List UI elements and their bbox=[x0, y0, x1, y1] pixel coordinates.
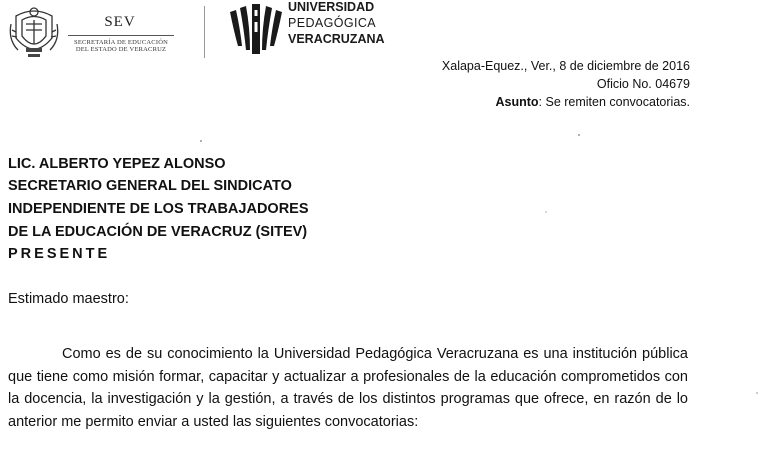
scan-speck bbox=[545, 211, 547, 213]
greeting: Estimado maestro: bbox=[8, 291, 129, 307]
subject-text: : Se remiten convocatorias. bbox=[538, 95, 690, 109]
upv-name-line1: UNIVERSIDAD bbox=[288, 0, 375, 14]
upv-logo-icon bbox=[228, 2, 284, 56]
scan-speck bbox=[578, 134, 580, 136]
scan-speck bbox=[200, 140, 202, 142]
body-paragraph: Como es de su conocimiento la Universidad Pedagógica Veracruzana es una institución pública que tiene como misión formar, capacitar y actualizar a profesionales de la educación comprometidos con la docencia, la investigación y la gestión, a través de los distintos programas que ofrece, en razón de lo anterior me permito enviar a usted las siguientes convocatorias: bbox=[8, 346, 688, 430]
addressee-title-line1: SECRETARIO GENERAL DEL SINDICATO bbox=[8, 178, 292, 194]
addressee-title-line2: INDEPENDIENTE DE LOS TRABAJADORES bbox=[8, 201, 309, 217]
sev-subtitle-line2: DEL ESTADO DE VERACRUZ bbox=[75, 46, 167, 53]
scan-speck bbox=[756, 392, 758, 394]
upv-name-line2: PEDAGÓGICA bbox=[288, 16, 377, 30]
upv-name-line3: VERACRUZANA bbox=[288, 32, 385, 46]
place-date: Xalapa-Equez., Ver., 8 de diciembre de 2016 bbox=[441, 59, 690, 73]
coat-of-arms-icon bbox=[8, 4, 60, 62]
addressee-name: LIC. ALBERTO YEPEZ ALONSO bbox=[8, 156, 226, 172]
subject-line bbox=[495, 94, 690, 110]
sev-subtitle-line1: SECRETARÍA DE EDUCACIÓN bbox=[74, 39, 168, 46]
office-number: Oficio No. 04679 bbox=[596, 77, 690, 91]
addressee-presente: PRESENTE bbox=[8, 246, 111, 262]
subject-label: Asunto bbox=[495, 95, 539, 109]
sev-rule bbox=[68, 35, 174, 36]
sev-title: SEV bbox=[104, 14, 136, 30]
addressee-title-line3: DE LA EDUCACIÓN DE VERACRUZ (SITEV) bbox=[8, 224, 308, 240]
header-divider bbox=[204, 6, 205, 58]
